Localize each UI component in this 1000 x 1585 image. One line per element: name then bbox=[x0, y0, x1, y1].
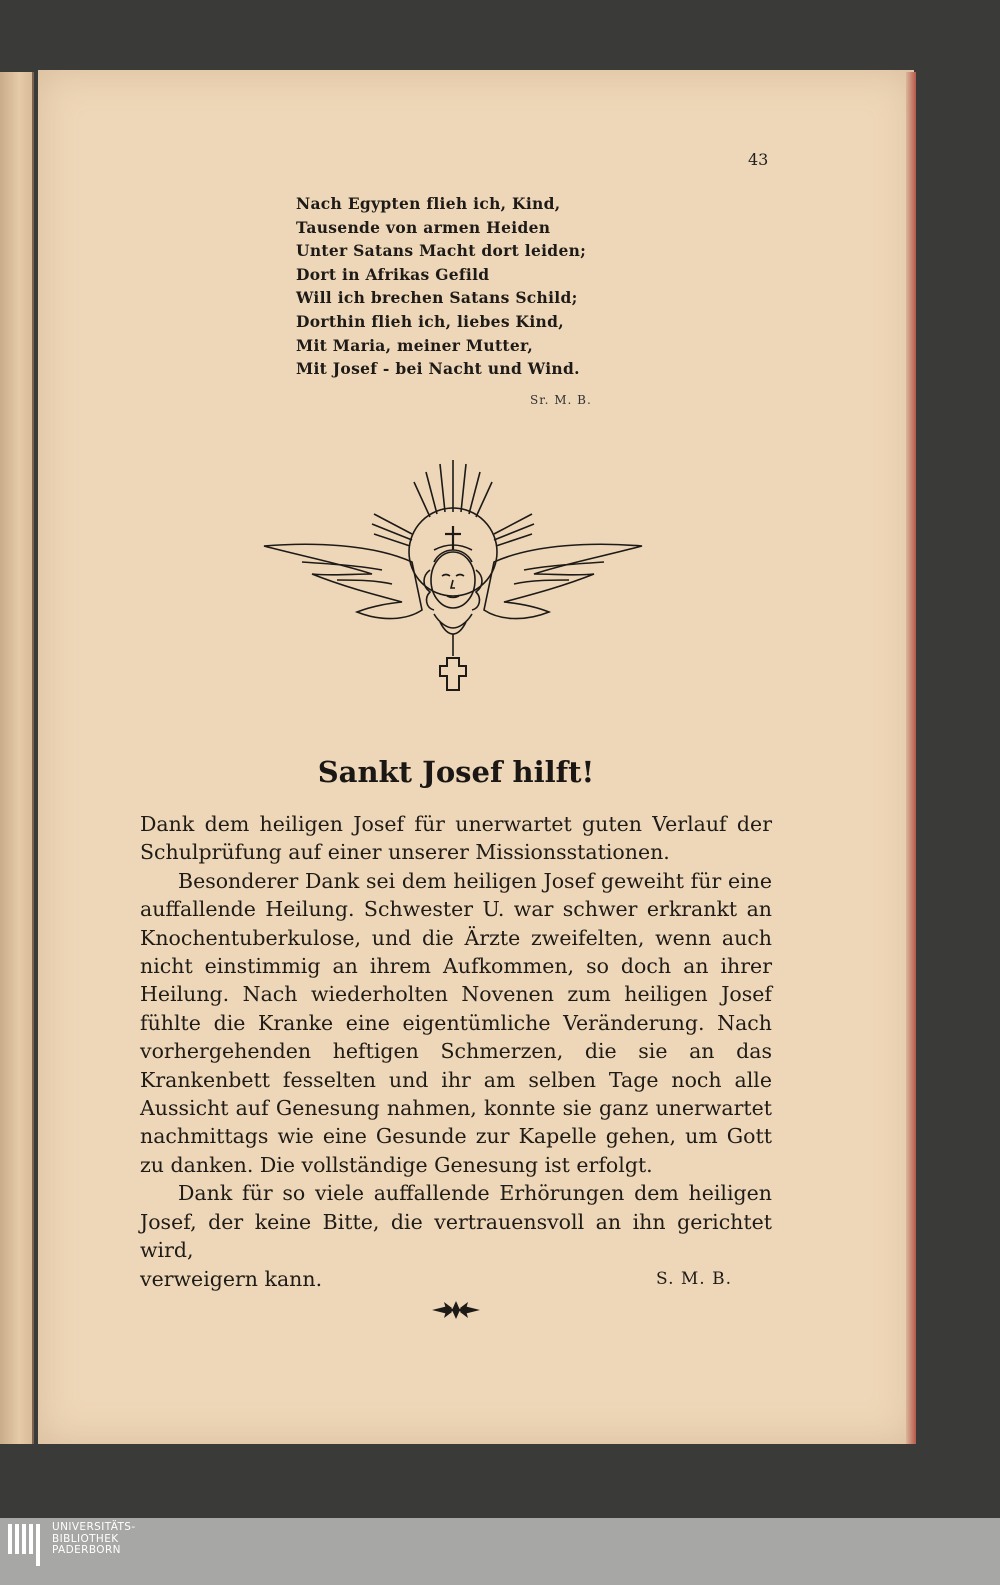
article-signature: S. M. B. bbox=[656, 1268, 732, 1289]
closing-line bbox=[140, 1265, 772, 1293]
poem bbox=[296, 192, 616, 381]
page-edge bbox=[906, 72, 916, 1444]
library-name-line: UNIVERSITÄTS- bbox=[52, 1521, 136, 1533]
poem-line: Dorthin flieh ich, liebes Kind, bbox=[296, 311, 564, 331]
paragraph: Dank für so viele auffallende Erhörungen dem heiligen Josef, der keine Bitte, die vertrauensvoll an ihn gerichtet wird, bbox=[140, 1181, 772, 1263]
poem-line: Tausende von armen Heiden bbox=[296, 217, 551, 237]
library-logo-icon bbox=[6, 1522, 46, 1568]
poem-line: Nach Egypten flieh ich, Kind, bbox=[296, 194, 561, 213]
ornament-divider-icon bbox=[430, 1297, 482, 1323]
winged-angel-illustration bbox=[262, 452, 644, 697]
library-name bbox=[52, 1522, 136, 1557]
paragraph: Dank dem heiligen Josef für unerwartet guten Verlauf der Schulprüfung auf einer unserer Missionsstationen. bbox=[140, 812, 772, 865]
poem-line: Unter Satans Macht dort leiden; bbox=[296, 241, 587, 261]
paragraph: Besonderer Dank sei dem heiligen Josef geweiht für eine auffallende Heilung. Schwester U. war schwer erkrankt an Knochentuberkulose, und die Ärzte zweifelten, wenn auch nicht einstimmig an ihrem Aufkommen, so doch an ihrer Heilung. Nach wiederholten Novenen zum heiligen Josef fühlte die Kranke eine eigentümliche Veränderung. Nach vorhergehenden heftigen Schmerzen, die sie an das Krankenbett fesselten und ihr am selben Tage noch alle Aussicht auf Genesung nahmen, konnte sie ganz unerwartet nachmittags wie eine Gesunde zur Kapelle gehen, um Gott zu danken. Die vollständige Genesung ist erfolgt. bbox=[140, 868, 772, 1177]
poem-line: Mit Maria, meiner Mutter, bbox=[296, 335, 534, 355]
closing-text: verweigern kann. bbox=[140, 1266, 323, 1291]
poem-line: Dort in Afrikas Gefild bbox=[296, 264, 490, 284]
article-heading: Sankt Josef hilft! bbox=[317, 755, 595, 789]
poem-line: Mit Josef - bei Nacht und Wind. bbox=[296, 359, 580, 379]
poem-signature: Sr. M. B. bbox=[530, 393, 592, 407]
poem-line: Will ich brechen Satans Schild; bbox=[296, 288, 578, 308]
library-name-line: BIBLIOTHEK bbox=[52, 1532, 119, 1545]
footer-bar bbox=[0, 1518, 1000, 1585]
facing-page-edge bbox=[0, 72, 34, 1444]
library-name-line: PADERBORN bbox=[52, 1544, 121, 1556]
page-number: 43 bbox=[748, 150, 769, 169]
article-body bbox=[140, 810, 772, 1293]
